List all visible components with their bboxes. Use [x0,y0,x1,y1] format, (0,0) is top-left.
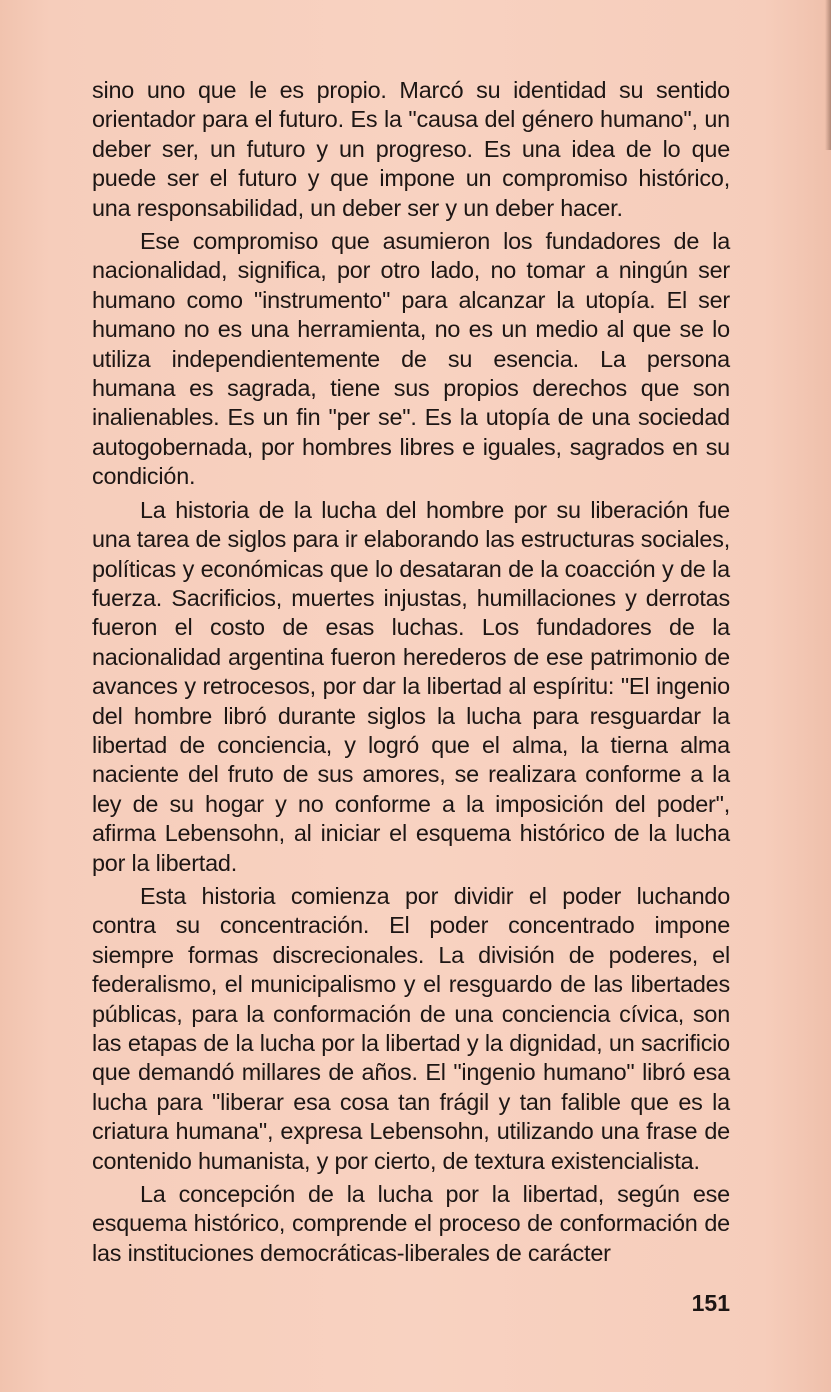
page-edge-shadow [825,0,831,150]
paragraph-4: Esta historia comienza por dividir el poder luchando contra su concentración. El poder concentrado impone siempre formas discrecionales. La división de poderes, el federalismo, el municipalismo y el resguardo de las libertades públicas, para la conformación de una conciencia cívica, son las etapas de la lucha por la libertad y la dignidad, un sacrificio que demandó millares de años. El "ingenio humano" libró esa lucha para "liberar esa cosa tan frágil y tan falible que es la criatura humana", expresa Lebensohn, utilizando una frase de contenido humanista, y por cierto, de textura existencialista. [92,882,730,1174]
paragraph-5: La concepción de la lucha por la libertad, según ese esquema histórico, comprende el proceso de conformación de las instituciones democráticas-liberales de carácter [92,1181,730,1266]
page-number: 151 [691,1290,730,1316]
body-text [92,76,730,1272]
paragraph-1: sino uno que le es propio. Marcó su identidad su sentido orientador para el futuro. Es la "causa del género humano", un deber ser, un futuro y un progreso. Es una idea de lo que puede ser el futuro y que impone un compromiso histórico, una responsabilidad, un deber ser y un deber hacer. [92,77,730,221]
paragraph-3: La historia de la lucha del hombre por su liberación fue una tarea de siglos para ir elaborando las estructuras sociales, políticas y económicas que lo desataran de la coacción y de la fuerza. Sacrificios, muertes injustas, humillaciones y derrotas fueron el costo de esas luchas. Los fundadores de la nacionalidad argentina fueron herederos de ese patrimonio de avances y retrocesos, por dar la libertad al espíritu: "El ingenio del hombre libró durante siglos la lucha para resguardar la libertad de conciencia, y logró que el alma, la tierna alma naciente del fruto de sus amores, se realizara conforme a la ley de su hogar y no conforme a la imposición del poder", afirma Lebensohn, al iniciar el esquema histórico de la lucha por la libertad. [92,496,730,876]
paragraph-2: Ese compromiso que asumieron los fundadores de la nacionalidad, significa, por otro lado, no tomar a ningún ser humano como "instrumento" para alcanzar la utopía. El ser humano no es una herramienta, no es un medio al que se lo utiliza independientemente de su esencia. La persona humana es sagrada, tiene sus propios derechos que son inalienables. Es un fin "per se". Es la utopía de una sociedad autogobernada, por hombres libres e iguales, sagrados en su condición. [92,228,730,490]
